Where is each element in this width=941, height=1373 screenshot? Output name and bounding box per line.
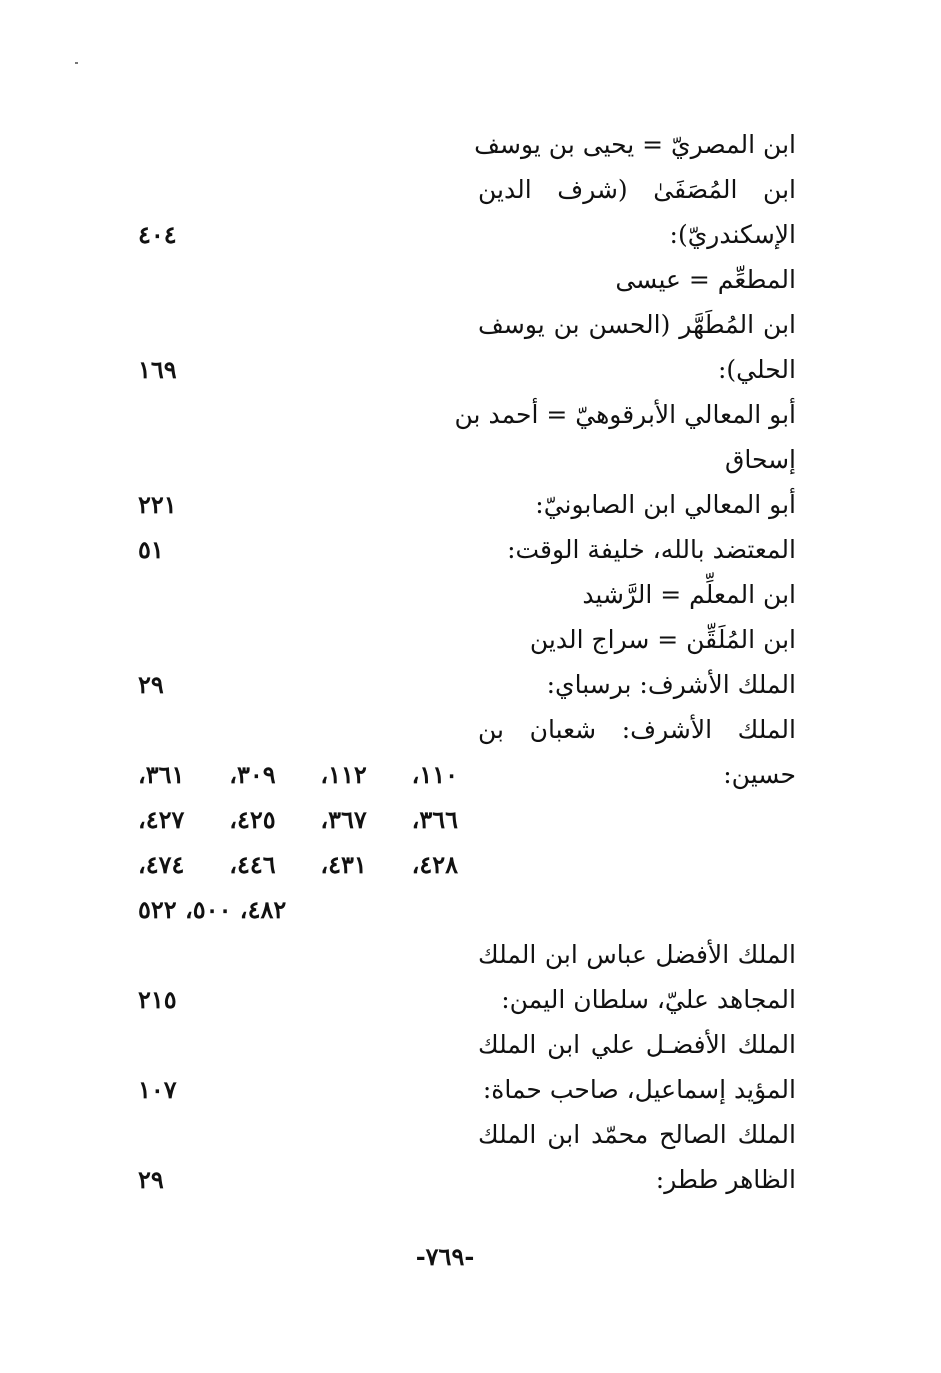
index-entry-line: الملك الأشرف: شعبان بن [478,715,796,744]
index-entry-line: ابن المعلِّم = الرَّشيد [582,580,796,609]
page-reference: ١١٠، ١١٢، ٣٠٩، ٣٦١، [138,760,458,789]
index-entry-line: ابن المُصَفَىٰ (شرف الدين [478,175,796,204]
index-entry-line: الملك الأشرف: برسباي: [546,670,796,699]
page-reference: ٤٨٢، ٥٠٠، ٥٢٢ [138,895,287,924]
index-entry-line: الملك الصالح محمّد ابن الملك [478,1120,796,1149]
index-entry-line: ابن المصريّ = يحيى بن يوسف [474,130,796,159]
page-reference: ٢١٥ [138,985,177,1014]
page-reference: ٣٦٦، ٣٦٧، ٤٢٥، ٤٢٧، [138,805,458,834]
index-entry-line: المؤيد إسماعيل، صاحب حماة: [482,1075,796,1104]
index-entry-line: ابن المُطَهَّر (الحسن بن يوسف [478,310,796,339]
page-reference: ١٦٩ [138,355,177,384]
index-entry-line: الحلي): [718,355,796,384]
index-entry-line: المطعِّم = عيسى [615,265,796,294]
index-entry-line: المعتضد بالله، خليفة الوقت: [507,535,796,564]
index-entry-line: ابن المُلَقِّن = سراج الدين [529,625,796,654]
scan-speck [75,62,78,64]
page-reference: ٢٩ [138,670,164,699]
index-entry-line: أبو المعالي الأبرقوهيّ = أحمد بن [454,400,796,429]
page-reference: ٢٢١ [138,490,177,519]
index-entry-line: إسحاق [724,445,796,474]
page-number: -٧٦٩- [415,1242,475,1271]
index-entry-line: حسين: [723,760,796,789]
index-entry-line: المجاهد عليّ، سلطان اليمن: [501,985,796,1014]
index-entry-line: الإسكندريّ): [669,220,796,249]
index-entry-line: الملك الأفضـل علي ابن الملك [478,1030,796,1059]
page-reference: ٢٩ [138,1165,164,1194]
page-reference: ٤٢٨، ٤٣١، ٤٤٦، ٤٧٤، [138,850,458,879]
index-entry-line: أبو المعالي ابن الصابونيّ: [535,490,796,519]
page-reference: ٤٠٤ [138,220,177,249]
index-entry-line: الملك الأفضل عباس ابن الملك [478,940,796,969]
index-entry-line: الظاهر ططر: [655,1165,796,1194]
page-reference: ٥١ [138,535,164,564]
page-reference: ١٠٧ [138,1075,177,1104]
